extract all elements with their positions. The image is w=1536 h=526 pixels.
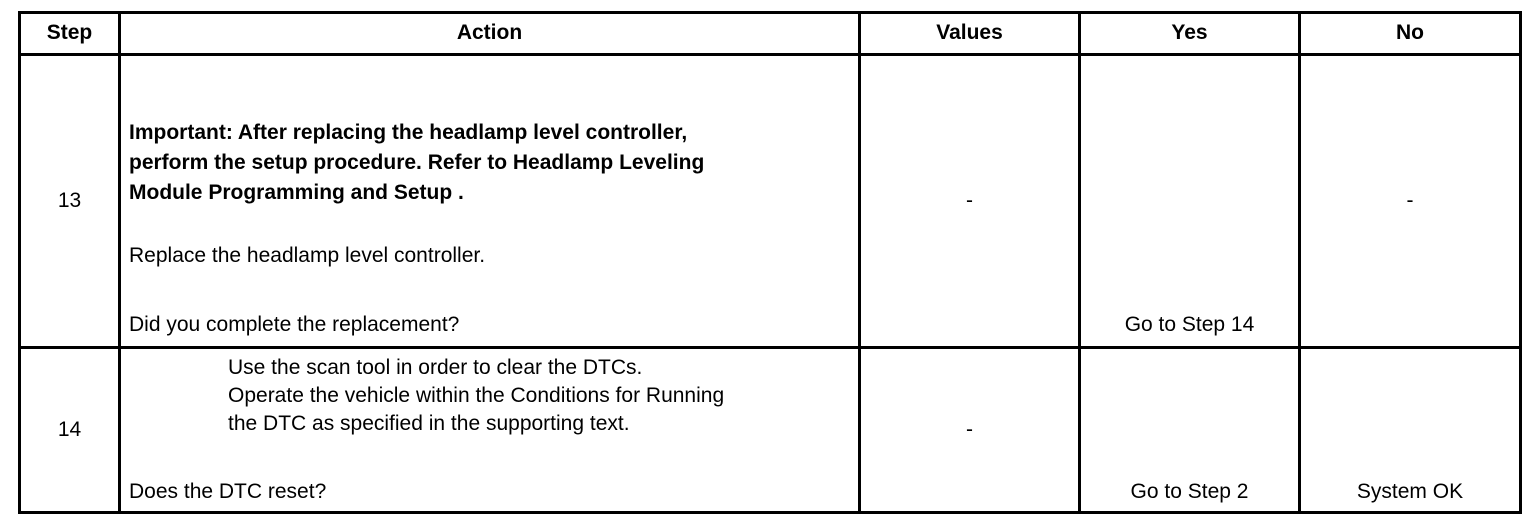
header-action: Action: [120, 13, 860, 55]
step-number: 14: [20, 347, 120, 512]
header-yes: Yes: [1080, 13, 1300, 55]
header-row: [20, 13, 1521, 55]
action-instruction: Replace the headlamp level controller.: [129, 243, 486, 267]
yes-cell: [1080, 347, 1300, 512]
important-line: perform the setup procedure. Refer to Headlamp Leveling: [129, 150, 705, 174]
diagnostic-table: [18, 11, 1522, 514]
action-question: Does the DTC reset?: [129, 479, 327, 503]
values-cell: -: [860, 347, 1080, 512]
action-step-line: Use the scan tool in order to clear the DTCs.: [228, 355, 643, 379]
header-no: No: [1300, 13, 1521, 55]
action-steps: [228, 354, 724, 438]
no-cell: -: [1300, 54, 1521, 347]
table-row-step-13: [20, 54, 1521, 347]
action-cell: [120, 347, 860, 512]
header-step: Step: [20, 13, 120, 55]
no-cell: [1300, 347, 1521, 512]
yes-cell: [1080, 54, 1300, 347]
header-values: Values: [860, 13, 1080, 55]
important-line: Module Programming and Setup .: [129, 180, 464, 204]
step-number: 13: [20, 54, 120, 347]
action-question: Did you complete the replacement?: [129, 312, 460, 336]
important-line: Important: After replacing the headlamp level controller,: [129, 120, 688, 144]
yes-outcome: Go to Step 2: [1130, 479, 1249, 503]
yes-outcome: Go to Step 14: [1124, 312, 1255, 336]
action-cell: [120, 54, 860, 347]
values-cell: -: [860, 54, 1080, 347]
action-step-line: the DTC as specified in the supporting text.: [228, 411, 630, 435]
table-row-step-14: [20, 347, 1521, 512]
action-step-line: Operate the vehicle within the Conditions for Running: [228, 383, 725, 407]
important-note: [129, 118, 704, 208]
no-outcome: System OK: [1356, 479, 1464, 503]
